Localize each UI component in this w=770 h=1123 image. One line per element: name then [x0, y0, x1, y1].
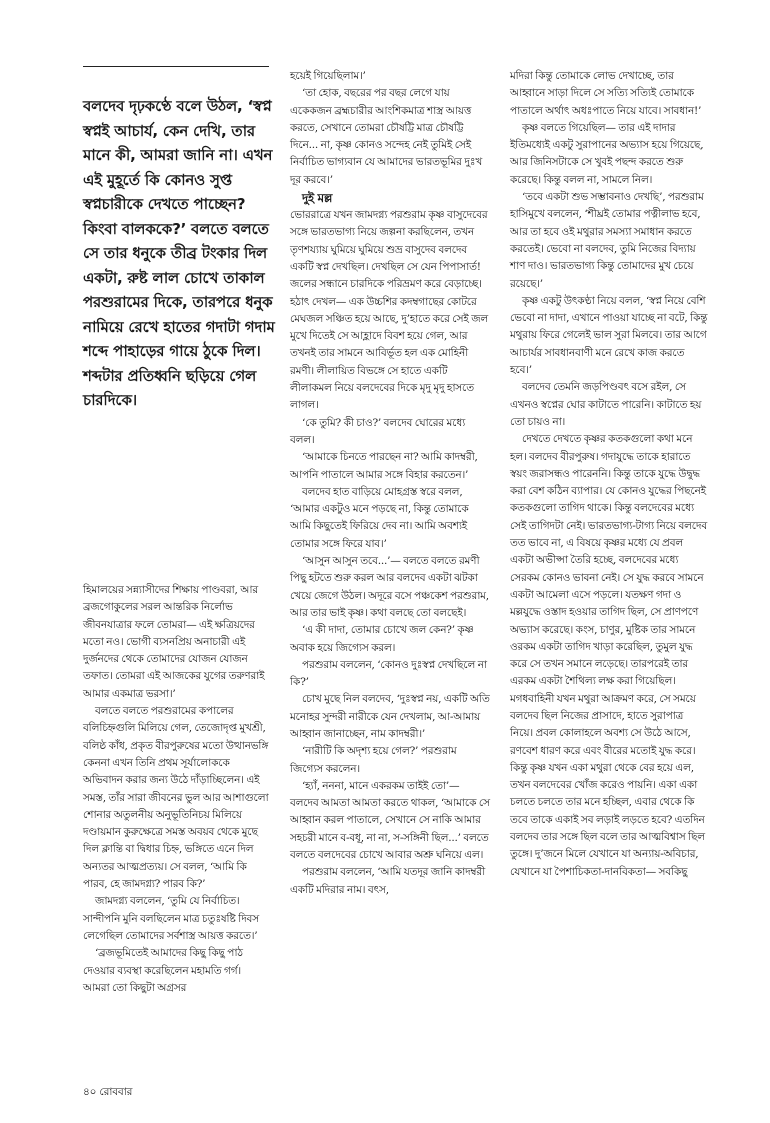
column-1 [83, 582, 269, 997]
paragraph: পরশুরাম বললেন, ‘কোনও দুঃস্বপ্ন দেখছিলে না কি?’ [290, 658, 487, 689]
paragraph: ‘ব্রজভূমিতেই আমাদের কিছু কিছু পাঠ দেওয়ার ব্যবস্থা করেছিলেন মহামতি গর্গ। আমরা তো কিছুটা অগ্রসর [83, 947, 243, 994]
paragraph: কৃষ্ণ বলতে গিয়েছিল— তার এই দাদার ইতিমধ্যেই একটু সুরাপানের অভ্যাস হয়ে গিয়েছে, আর জিনিসটাকে সে খুবই পছন্দ করতে শুরু করেছে। কিন্তু বলল না, সামলে নিল। [510, 121, 704, 186]
pull-quote-text: বলদেব দৃঢ়কণ্ঠে বলে উঠল, ‘স্বপ্ন স্বপ্নই আচার্য, কেন দেখি, তার মানে কী, আমরা জানি না। এখন এই মুহূর্তে কি কোনও সুপ্ত স্বপ্নচারীকে দেখতে পাচ্ছেন? কিংবা বালককে?’ বলতে বলতে সে তার ধনুকে তীব্র টংকার দিল একটা, রুষ্ট লাল চোখে তাকাল পরশুরামের দিকে, তারপরে ধনুক নামিয়ে রেখে হাতের গদাটা গদাম শব্দে পাহাড়ের গায়ে ঠুকে দিল। শব্দটার প্রতিধ্বনি ছড়িয়ে গেল চারদিকে। [83, 97, 275, 409]
paragraph: বলদেব হাত বাড়িয়ে মোহগ্রস্ত স্বরে বলল, ‘আমার একটুও মনে পড়ছে না, কিন্তু তোমাকে আমি কিছুতেই ফিরিয়ে দেব না। আমি অবশ্যই তোমার সঙ্গে ফিরে যাব।’ [290, 485, 469, 550]
paragraph: জামদগ্ন্য বললেন, ‘তুমি যে নির্বাচিত। সান্দীপনি মুনি বলছিলেন মাত্র চতুঃষষ্টি দিবস লেগেছিল তোমাদের সর্বশাস্ত্র আয়ত্ত করতে।’ [83, 895, 259, 942]
paragraph: দেখতে দেখতে কৃষ্ণর কতকগুলো কথা মনে হল। বলদেব বীরপুরুষ। গদাযুদ্ধে তাকে হারাতে স্বয়ং জরাসন্ধও পারেননি। কিন্তু তাকে যুদ্ধে উদ্বুদ্ধ করা বেশ কঠিন ব্যাপার। যে কোনও যুদ্ধের পিছনেই কতকগুলো তাগিদ থাকে। কিন্তু বলদেবের মধ্যে সেই তাগিদটা নেই। ভারতভাগ্য-টাগ্য নিয়ে বলদেব তত ভাবে না, এ বিষয়ে কৃষ্ণর মধ্যে যে প্রবল একটা অভীপ্সা তৈরি হচ্ছে, বলদেবের মধ্যে সেরকম কোনও ভাবনা নেই। সে যুদ্ধ করবে সামনে একটা আমেলা এসে পড়লে। যতক্ষণ গদা ও মল্লযুদ্ধে ওস্তাদ হওয়ার তাগিদ ছিল, সে প্রাণপণে অভ্যাস করেছে। কংস, চাণুর, মুষ্টিক তার সামনে ওরকম একটা তাগিদ খাড়া করেছিল, তুমুল যুদ্ধ করে সে তখন সমানে লড়েছে। তারপরেই তার এরকম একটা শৈথিল্য লক্ষ করা গিয়েছিল। মগধবাহিনী যখন মথুরা আক্রমণ করে, সে সময়ে বলদেব ছিল নিজের প্রাসাদে, হাতে সুরাপাত্র নিয়ে। প্রবল কোলাহলে অবশ্য সে উঠে আসে, রণবেশ ধারণ করে এবং বীরের মতোই যুদ্ধ করে। কিন্তু কৃষ্ণ যখন একা মথুরা থেকে বের হয়ে এল, তখন বলদেবের খোঁজ করেও পায়নি। একা একা চলতে চলতে তার মনে হচ্ছিল, এবার থেকে কি তবে তাকে একাই সব লড়াই লড়তে হবে? এতদিন বলদেব তার সঙ্গে ছিল বলে তার আত্মবিশ্বাস ছিল তুঙ্গে। দু’জনে মিলে যেখানে যা অন্যায়-অবিচার, যেখানে যা পৈশাচিকতা-দানবিকতা— সবকিছু [510, 433, 707, 878]
paragraph: ভোররাত্রে যখন জামদগ্ন্য পরশুরাম কৃষ্ণ বাসুদেবের সঙ্গে ভারতভাগ্য নিয়ে জল্পনা করছিলেন, তখন তৃণশয্যায় ঘুমিয়ে ঘুমিয়ে শুভ্র বাসুদেব বলদেব একটি স্বপ্ন দেখছিল। দেখছিল সে যেন পিপাসার্ত! জলের সন্ধানে চারদিকে পরিভ্রমণ করে বেড়াচ্ছে। হঠাৎ দেখল— এক উচ্চশির কদম্বগাছের কোটরে মেঘজল সঞ্চিত হয়ে আছে, দু’হাতে করে সেই জল মুখে দিতেই সে আহ্লাদে বিবশ হয়ে গেল, আর তখনই তার সামনে আবির্ভূত হল এক মোহিনী রমণী। লীলায়িত বিভঙ্গে সে হাতে একটি লীলাকমল নিয়ে বলদেবের দিকে মৃদু মৃদু হাসতে লাগল। [290, 209, 489, 412]
top-rule [83, 66, 269, 67]
paragraph: ‘নারীটি কি অদৃশ্য হয়ে গেল?’ পরশুরাম জিগ্যেস করলেন। [290, 745, 457, 775]
column-3 [510, 68, 708, 881]
paragraph: ‘কে তুমি? কী চাও?’ বলদেব ঘোরের মধ্যে বলল। [290, 416, 466, 446]
paragraph: মদিরা কিন্তু তোমাকে লোভ দেখাচ্ছে, তার আহ্বানে সাড়া দিলে সে সত্যি সত্যিই তোমাকে পাতালে অর্থাৎ অধঃপাতে নিয়ে যাবে। সাবধান!’ [510, 70, 702, 117]
paragraph: বলদেব তেমনি জড়পিণ্ডবৎ বসে রইল, সে এখনও স্বপ্নের ঘোর কাটাতে পারেনি। কাটাতে হয় তো চায়ও না। [510, 381, 702, 428]
paragraph: ‘তা হোক, বছরের পর বছর লেগে যায় একেকজন ব্রহ্মচারীর আংশিকমাত্র শাস্ত্র আয়ত্ত করতে, সেখানে তোমরা চৌষট্টি মাত্র চৌষট্টি দিনে... না, কৃষ্ণ কোনও সন্দেহ নেই তুমিই সেই নির্বাচিত ভাগ্যবান যে আমাদের ভারতভূমির দুঃখ দূর করবে।’ [290, 87, 483, 186]
paragraph: হিমালয়ের সন্ন্যাসীদের শিক্ষায় পাণ্ডবরা, আর ব্রজগোকুলের সরল আন্তরিক নির্লোভ জীবনযাত্রার ফলে তোমরা— এই ক্ষত্রিয়দের মতো নও। ভোগী ব্যসনপ্রিয় অনাচারী এই দুর্জনদের থেকে তোমাদের যোজন যোজন তফাত। তোমরা এই আজকের যুগের তরুণরাই আমার একমাত্র ভরসা।’ [83, 584, 265, 700]
column-2 [290, 68, 490, 899]
paragraph: ‘হ্যাঁ, নননা, মানে একরকম তাইই তো’— বলদেব আমতা আমতা করতে থাকল, ‘আমাকে সে আহ্বান করল পাতালে, সেখানে সে নাকি আমার সহচরী মানে ব-বধূ, না না, স-সঙ্গিনী ছিল...’ বলতে বলতে বলদেবের চোখে আবার অশ্রু ঘনিয়ে এল। [290, 779, 490, 862]
page-footer: ৪০ রোববার [83, 1086, 133, 1098]
paragraph: হয়েই গিয়েছিলাম।’ [290, 70, 366, 82]
paragraph: পরশুরাম বললেন, ‘আমি যতদূর জানি কাদম্বরী একটি মদিরার নাম। বৎস, [290, 866, 486, 896]
paragraph: বলতে বলতে পরশুরামের কপালের বলিচিহ্নগুলি মিলিয়ে গেল, তেজোদৃপ্ত মুখশ্রী, বলিষ্ঠ কাঁধ, প্রকৃত বীরপুরুষের মতো উত্থানভঙ্গি কেননা এখন তিনি প্রথম সূর্যালোককে অভিবাদন করার জন্য উঠে দাঁড়াচ্ছিলেন। এই সমস্ত, তাঁর সারা জীবনের ভুল আর আশাগুলো শোনার অতুলনীয় অনুভূতিনিচয় মিলিয়ে দণ্ডায়মান কুরুক্ষেত্রে সমস্ত অবয়ব থেকে মুছে দিল ক্লান্তি বা দ্বিধার চিহ্ন, ভঙ্গিতে এনে দিল অন্যতর আত্মপ্রত্যয়। সে বলল, ‘আমি কি পারব, হে জামদগ্ন্য? পারব কি?’ [83, 705, 269, 891]
paragraph: ‘এ কী দাদা, তোমার চোখে জল কেন?’ কৃষ্ণ অবাক হয়ে জিগ্যেস করল। [290, 624, 474, 654]
pull-quote [83, 94, 277, 413]
paragraph: ‘তবে একটা শুভ সম্ভাবনাও দেখছি’, পরশুরাম হাসিমুখে বললেন, ‘শীঘ্রই তোমার পত্নীলাভ হবে, আর তা হবে ওই মথুরার সমস্যা সমাধান করতে করতেই। ভেবো না বলদেব, তুমি নিজের বিদ্যায় শাণ দাও। ভারতভাগ্য কিন্তু তোমাদের মুখ চেয়ে রয়েছে।’ [510, 191, 704, 290]
paragraph: ‘আমাকে চিনতে পারছেন না? আমি কাদম্বরী, আপনি পাতালে আমার সঙ্গে বিহার করতেন।’ [290, 451, 478, 481]
paragraph: ‘আসুন আসুন তবে...’— বলতে বলতে রমণী পিছু হটতে শুরু করল আর বলদেব একটা ঝটকা খেয়ে জেগে উঠল। অদূরে বসে পঞ্চকেশ পরশুরাম, আর তার ভাই কৃষ্ণ। কথা বলছে তো বলছেই। [290, 555, 489, 619]
paragraph: কৃষ্ণ একটু উৎকণ্ঠা নিয়ে বলল, ‘স্বপ্ন নিয়ে বেশি ভেবো না দাদা, এখানে পাওয়া যাচ্ছে না বটে, কিন্তু মথুরায় ফিরে গেলেই ভাল সুরা মিলবে। তার আগে আচার্যর সাবধানবাণী মনে রেখে কাজ করতে হবে।’ [510, 294, 708, 377]
paragraph: চোখ মুছে নিল বলদেব, ‘দুঃস্বপ্ন নয়, একটি অতি মনোহর সুন্দরী নারীকে যেন দেখলাম, আ-আমায় আহ্বান জানাচ্ছেন, নাম কাদম্বরী।’ [290, 693, 490, 740]
section-subheading: দুই মল্ল [302, 191, 333, 206]
